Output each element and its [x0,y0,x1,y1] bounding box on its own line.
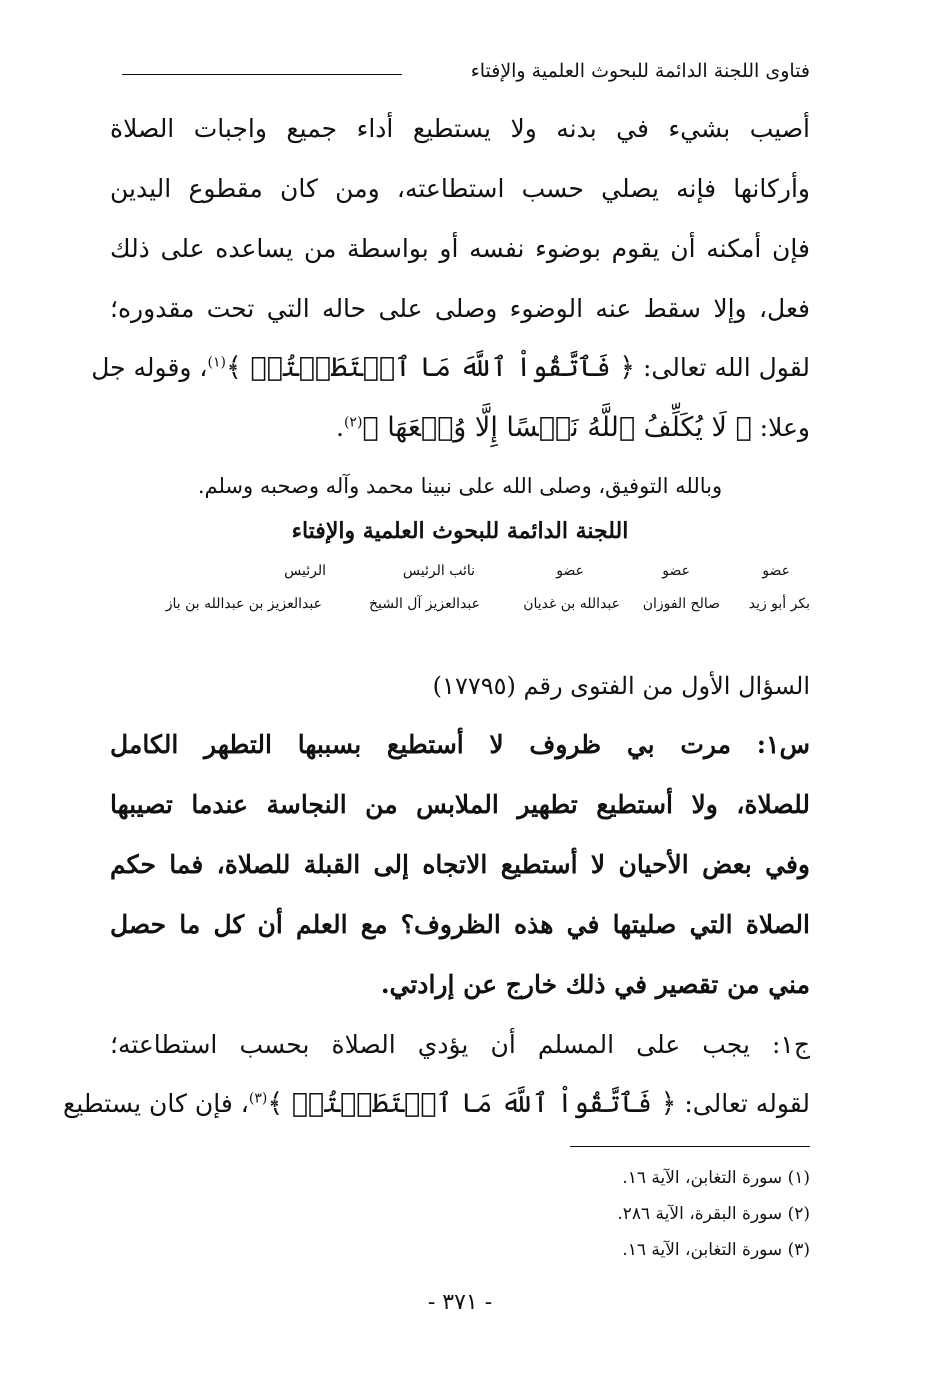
signatory-name: عبدالعزيز بن عبدالله بن باز [165,596,322,612]
verse-line [91,352,810,383]
committee-name: اللجنة الدائمة للبحوث العلمية والإفتاء [291,518,629,544]
page-number: - ٣٧١ - [427,1290,493,1315]
footnote: (١) سورة التغابن، الآية ١٦. [622,1168,810,1188]
signatory-role: نائب الرئيس [402,563,475,579]
verse-intro: وعلا: [751,413,810,442]
verse-intro: لقوله تعالى: [676,1089,810,1118]
signatory-role: عضو [662,563,690,579]
body-line: فإن أمكنه أن يقوم بوضوء نفسه أو بواسطة من يساعده على ذلك [110,234,810,263]
signatory-name: بكر أبو زيد [748,596,810,612]
closing-line: وبالله التوفيق، وصلى الله على نبينا محمد وآله وصحبه وسلم. [197,474,723,498]
question-line: الصلاة التي صليتها في هذه الظروف؟ مع العلم أن كل ما حصل [110,910,810,939]
verse-continuation: . [335,413,344,442]
signatory-name: عبدالله بن غديان [523,596,620,612]
verse-continuation: ، وقوله جل [91,353,208,382]
footnote-rule [570,1146,810,1147]
answer-line: ج١: يجب على المسلم أن يؤدي الصلاة بحسب استطاعته؛ [110,1030,810,1059]
body-line: فعل، وإلا سقط عنه الوضوء وصلى على حاله التي تحت مقدوره؛ [110,294,810,323]
header-rule [122,74,402,75]
footnote-ref: (١) [207,354,226,371]
footnote: (٢) سورة البقرة، الآية ٢٨٦. [617,1204,810,1224]
verse-continuation: ، فإن كان يستطيع [62,1089,249,1118]
body-line: أصيب بشيء في بدنه ولا يستطيع أداء جميع واجبات الصلاة [110,114,810,143]
signatory-name: عبدالعزيز آل الشيخ [368,596,480,612]
quran-verse: ﴿ فَٱتَّقُواْ ٱللَّهَ مَا ٱسۡتَطَعۡتُمۡ ﴾ [267,1088,677,1119]
signatory-name: صالح الفوزان [642,596,720,612]
signatory-role: عضو [762,563,790,579]
signatory-role: عضو [556,563,584,579]
footnote-ref: (٣) [248,1090,268,1107]
header-title: فتاوى اللجنة الدائمة للبحوث العلمية والإفتاء [470,60,810,82]
quran-verse: ﴿ فَٱتَّقُواْ ٱللَّهَ مَا ٱسۡتَطَعۡتُمۡ ﴾ [225,352,636,383]
signatory-role: الرئيس [284,563,326,579]
verse-line [110,412,810,443]
footnote: (٣) سورة التغابن، الآية ١٦. [622,1240,810,1260]
question-line: س١: مرت بي ظروف لا أستطيع بسببها التطهر الكامل [110,730,810,759]
footnote-ref: (٢) [343,414,363,431]
answer-line [62,1088,810,1119]
question-line: وفي بعض الأحيان لا أستطيع الاتجاه إلى القبلة للصلاة، فما حكم [110,850,810,879]
quran-verse: ﴿ لَا يُكَلِّفُ ٱللَّهُ نَفۡسًا إِلَّا وُسۡعَهَا ﴾ [362,412,752,443]
question-line: مني من تقصير في ذلك خارج عن إرادتي. [380,970,810,999]
verse-intro: لقول الله تعالى: [635,353,810,382]
body-line: وأركانها فإنه يصلي حسب استطاعته، ومن كان مقطوع اليدين [110,174,810,203]
running-header [110,58,810,90]
document-page [62,0,810,1376]
question-heading: السؤال الأول من الفتوى رقم (١٧٧٩٥) [432,672,810,700]
question-line: للصلاة، ولا أستطيع تطهير الملابس من النجاسة عندما تصيبها [110,790,810,819]
